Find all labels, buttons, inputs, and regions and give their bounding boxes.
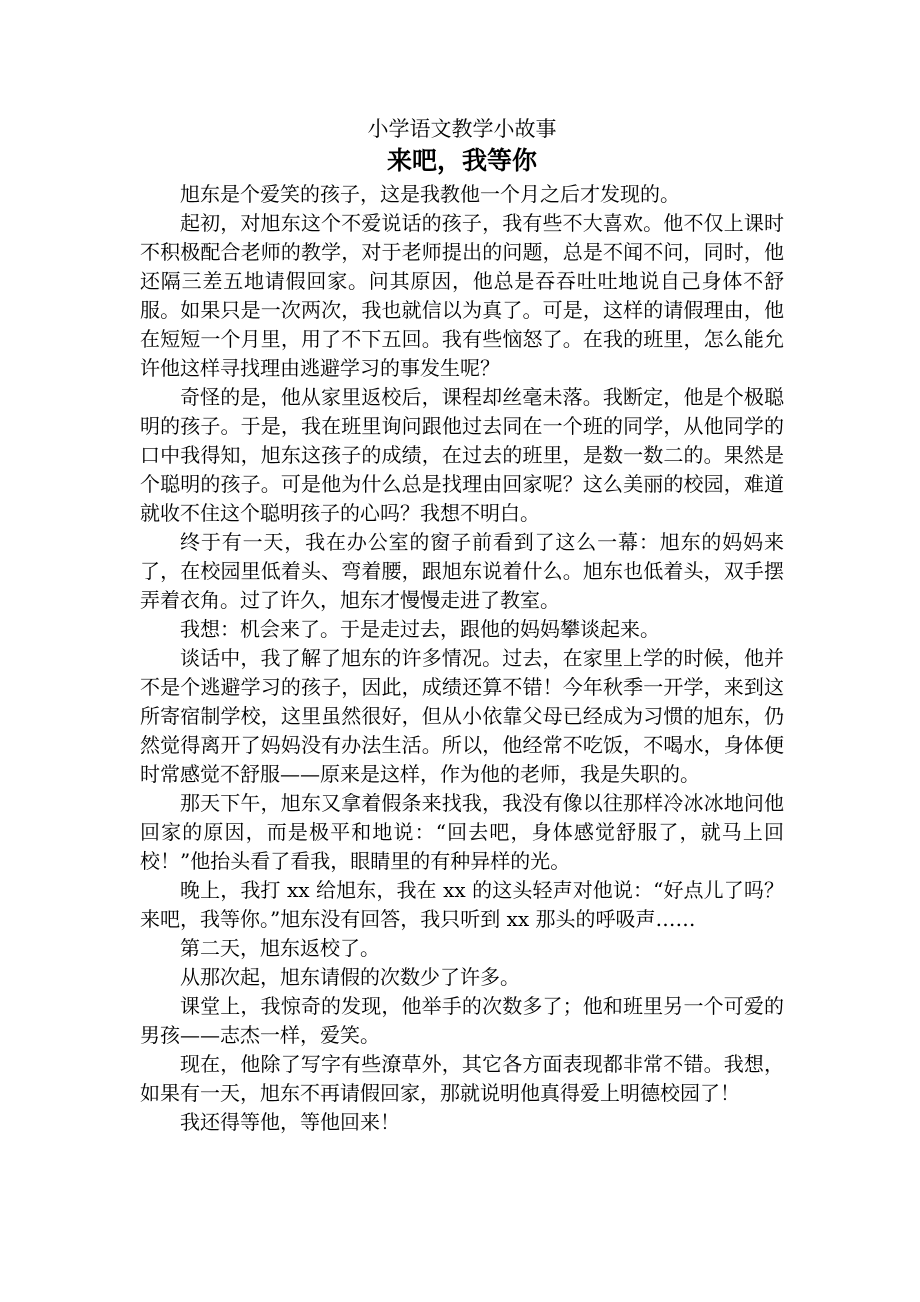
paragraph: 我想：机会来了。于是走过去，跟他的妈妈攀谈起来。 (180, 617, 660, 641)
paragraph: 晚上，我打 xx 给旭东，我在 xx 的这头轻声对他说：“好点儿了吗？来吧，我等你。”旭东没有回答，我只听到 xx 那头的呼吸声…… (140, 878, 784, 931)
paragraph: 我还得等他，等他回来！ (180, 1110, 400, 1134)
paragraph: 课堂上，我惊奇的发现，他举手的次数多了；他和班里另一个可爱的男孩——志杰一样，爱笑。 (140, 994, 784, 1047)
paragraph: 起初，对旭东这个不爱说话的孩子，我有些不大喜欢。他不仅上课时不积极配合老师的教学，对于老师提出的问题，总是不闻不问，同时，他还隔三差五地请假回家。问其原因，他总是吞吞吐吐地说自己身体不舒服。如果只是一次两次，我也就信以为真了。可是，这样的请假理由，他在短短一个月里，用了不下五回。我有些恼怒了。在我的班里，怎么能允许他这样寻找理由逃避学习的事发生呢？ (140, 211, 784, 380)
document-body (140, 114, 784, 1137)
paragraph: 从那次起，旭东请假的次数少了许多。 (180, 965, 520, 989)
paragraph: 第二天，旭东返校了。 (180, 936, 380, 960)
paragraph: 谈话中，我了解了旭东的许多情况。过去，在家里上学的时候，他并不是个逃避学习的孩子，因此，成绩还算不错！今年秋季一开学，来到这所寄宿制学校，这里虽然很好，但从小依靠父母已经成为习惯的旭东，仍然觉得离开了妈妈没有办法生活。所以，他经常不吃饭，不喝水，身体便时常感觉不舒服——原来是这样，作为他的老师，我是失职的。 (140, 646, 784, 786)
document-subtitle: 小学语文教学小故事 (367, 117, 557, 141)
paragraph: 那天下午，旭东又拿着假条来找我，我没有像以往那样冷冰冰地问他回家的原因，而是极平和地说：“回去吧，身体感觉舒服了，就马上回校！”他抬头看了看我，眼睛里的有种异样的光。 (140, 791, 784, 873)
paragraph: 奇怪的是，他从家里返校后，课程却丝毫未落。我断定，他是个极聪明的孩子。于是，我在班里询问跟他过去同在一个班的同学，从他同学的口中我得知，旭东这孩子的成绩，在过去的班里，是数一数二的。果然是个聪明的孩子。可是他为什么总是找理由回家呢？这么美丽的校园，难道就收不住这个聪明孩子的心吗？我想不明白。 (140, 385, 784, 525)
paragraph: 旭东是个爱笑的孩子，这是我教他一个月之后才发现的。 (180, 182, 680, 206)
document-title: 来吧，我等你 (386, 146, 537, 175)
paragraph: 终于有一天，我在办公室的窗子前看到了这么一幕：旭东的妈妈来了，在校园里低着头、弯着腰，跟旭东说着什么。旭东也低着头，双手摆弄着衣角。过了许久，旭东才慢慢走进了教室。 (140, 530, 784, 612)
paragraph: 现在，他除了写字有些潦草外，其它各方面表现都非常不错。我想，如果有一天，旭东不再请假回家，那就说明他真得爱上明德校园了！ (140, 1052, 784, 1105)
